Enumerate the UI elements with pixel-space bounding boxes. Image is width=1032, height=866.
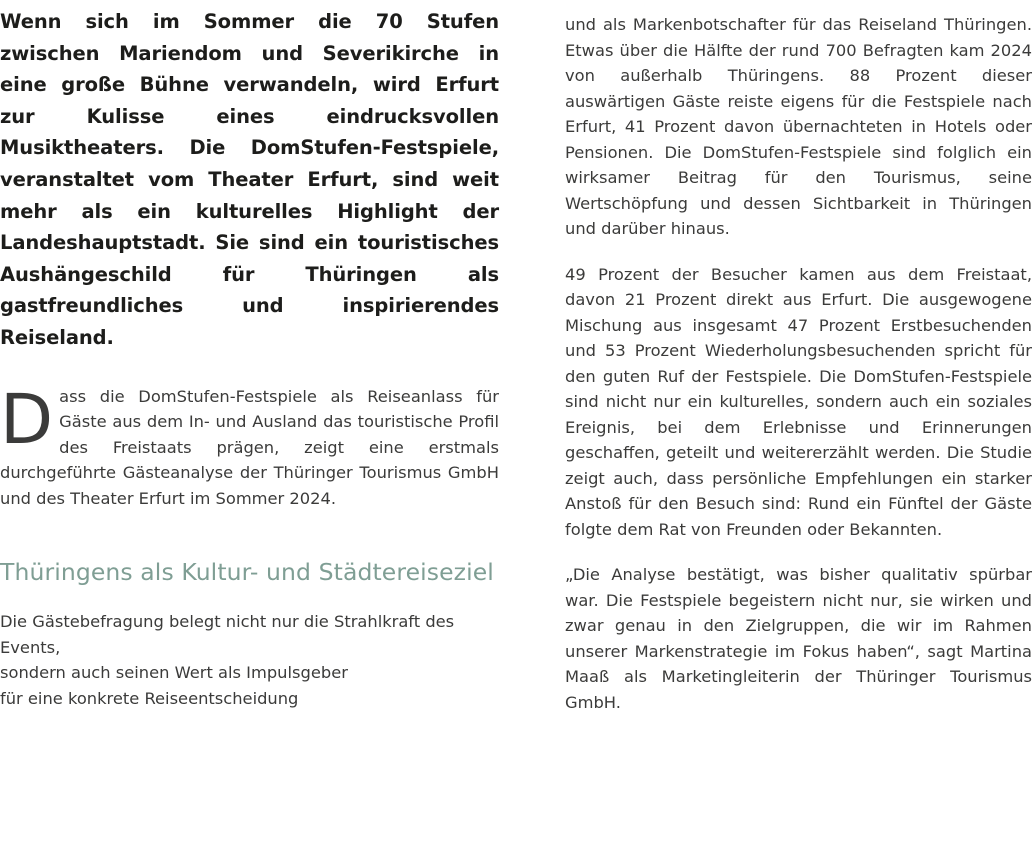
- deck-line-3: für eine konkrete Reiseentscheidung: [0, 688, 299, 708]
- dropcap-paragraph-text: ass die DomStufen-Festspiele als Reiseanlass für Gäste aus dem In- und Ausland das touristische Profil des Freistaats prägen, zeigt eine erstmals durchgeführte Gästeanalyse der Thüringer Tourismus GmbH und des Theater Erfurt im Sommer 2024.: [0, 386, 499, 508]
- body-paragraph: 49 Prozent der Besucher kamen aus dem Freistaat, davon 21 Prozent direkt aus Erfurt. Die ausgewogene Mischung aus insgesamt 47 Prozent Erstbesuchenden und 53 Prozent Wiederholungsbesuchenden spricht für den guten Ruf der Festspiele. Die DomStufen-Festspiele sind nicht nur ein kulturelles, sondern auch ein soziales Ereignis, bei dem Erlebnisse und Erinnerungen geschaffen, geteilt und weitererzählt werden. Die Studie zeigt auch, dass persönliche Empfehlungen ein starker Anstoß für den Besuch sind: Rund ein Fünftel der Gäste folgte dem Rat von Freunden oder Bekannten.: [565, 264, 1032, 539]
- body-paragraph: „Die Analyse bestätigt, was bisher qualitativ spürbar war. Die Festspiele begeistern nicht nur, sie wirken und zwar genau in den Zielgruppen, die wir im Rahmen unserer Markenstrategie im Fokus haben“, sagt Martina Maaß als Marketingleiterin der Thüringer Tourismus GmbH.: [565, 565, 1032, 712]
- two-column-layout: [0, 6, 1032, 715]
- left-column: [0, 6, 499, 715]
- right-column: [533, 6, 1032, 715]
- body-paragraph: und als Markenbotschafter für das Reiseland Thüringen. Etwas über die Hälfte der rund 700 Befragten kam 2024 von außerhalb Thüringens. 88 Prozent dieser auswärtigen Gäste reiste eigens für die Festspiele nach Erfurt, 41 Prozent davon übernachteten in Hotels oder Pensionen. Die DomStufen-Festspiele sind folglich ein wirksamer Beitrag für den Tourismus, seine Wertschöpfung und dessen Sichtbarkeit in Thüringen und darüber hinaus.: [565, 15, 1032, 238]
- dropcap-paragraph: [0, 379, 499, 512]
- drop-cap: D: [0, 379, 54, 460]
- deck-line-2: sondern auch seinen Wert als Impulsgeber: [0, 663, 348, 683]
- section-heading: Thüringens als Kultur- und Städtereiseziel: [0, 558, 494, 587]
- section-deck: [0, 609, 499, 711]
- lead-paragraph: Wenn sich im Sommer die 70 Stufen zwischen Mariendom und Severikirche in eine große Bühne verwandeln, wird Erfurt zur Kulisse eines eindrucksvollen Musiktheaters. Die DomStufen-Festspiele, veranstaltet vom Theater Erfurt, sind weit mehr als ein kulturelles Highlight der Landeshauptstadt. Sie sind ein touristisches Aushängeschild für Thüringen als gastfreundliches und inspirierendes Reiseland.: [0, 10, 499, 349]
- deck-line-1: Die Gästebefragung belegt nicht nur die Strahlkraft des Events,: [0, 612, 455, 657]
